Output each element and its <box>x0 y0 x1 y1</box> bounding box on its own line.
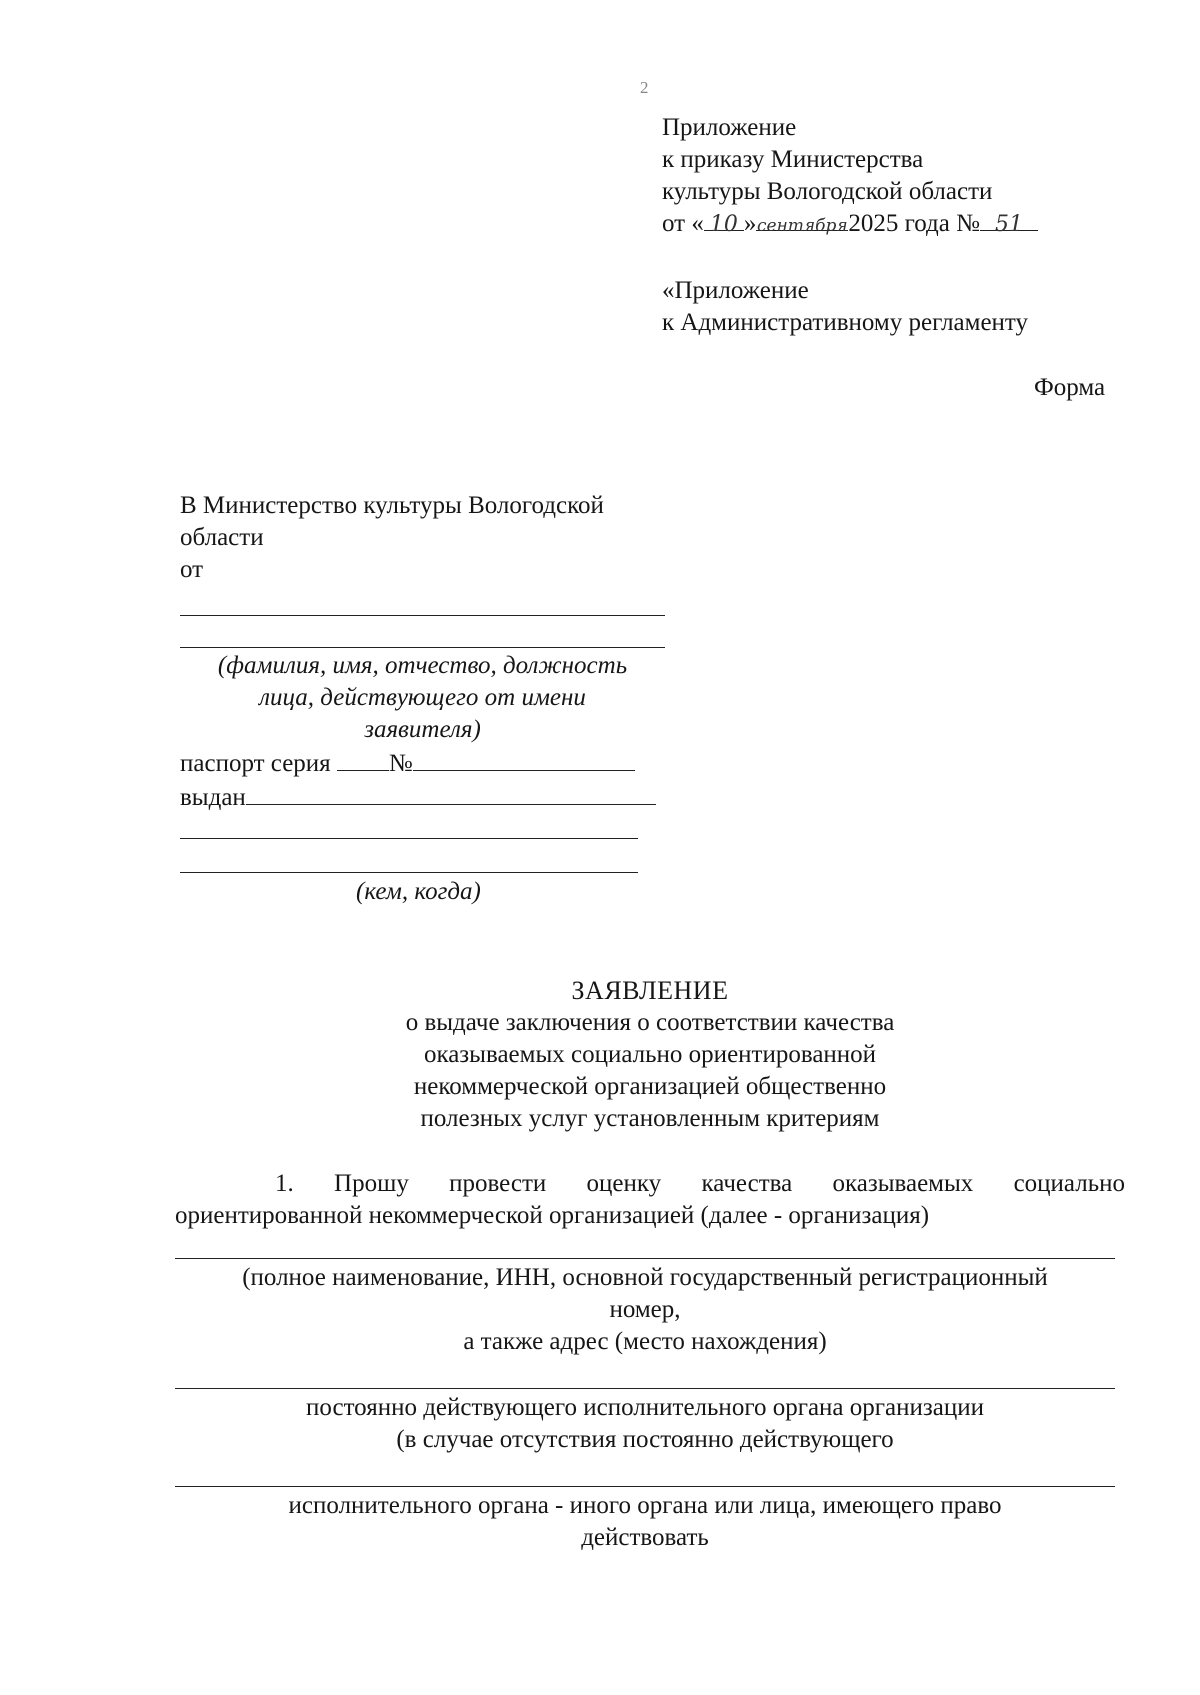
date-month-sep: » <box>743 210 757 237</box>
order-number: 51 <box>994 212 1023 237</box>
recipient-from: от <box>180 556 204 583</box>
org-name-line <box>175 1258 1115 1259</box>
date-day-field <box>704 208 744 237</box>
appendix-line-3: культуры Вологодской области <box>662 178 993 205</box>
reglament-line-1: «Приложение <box>662 277 809 304</box>
paragraph-1-line-1: 1. Прошу провести оценку качества оказываемых социально <box>275 1170 1125 1197</box>
recipient-line-1: В Министерство культуры Вологодской <box>180 492 604 519</box>
org-body-caption <box>175 1490 1115 1554</box>
issued-field <box>246 782 656 805</box>
recipient-line-2: области <box>180 524 264 551</box>
reglament-block <box>662 275 1102 339</box>
statement-sub-3: некоммерческой организацией общественно <box>413 1073 887 1100</box>
issued-line-2 <box>180 838 638 839</box>
page-number: 2 <box>640 78 649 97</box>
applicant-caption <box>180 650 665 746</box>
org-address-caption <box>175 1392 1115 1456</box>
order-number-field <box>980 208 1038 237</box>
date-day: 10 <box>709 212 738 237</box>
org-address-line <box>175 1388 1115 1389</box>
paragraph-1-line-2: ориентированной некоммерческой организацией (далее - организация) <box>175 1202 930 1229</box>
issued-line-3 <box>180 872 638 873</box>
passport-number-field <box>413 748 635 771</box>
statement-sub-1: о выдаче заключения о соответствии качества <box>405 1009 895 1036</box>
statement-title: ЗАЯВЛЕНИЕ <box>571 976 729 1005</box>
appendix-block <box>662 112 1102 240</box>
org-body-caption-line-2: действовать <box>581 1524 709 1551</box>
date-month-field <box>756 208 848 236</box>
applicant-caption-line-3: заявителя) <box>364 716 481 743</box>
date-month: сентября <box>757 216 848 236</box>
appendix-date-line <box>662 208 1102 240</box>
applicant-name-line-2 <box>180 647 665 648</box>
appendix-line-2: к приказу Министерства <box>662 146 924 173</box>
statement-heading <box>250 975 1050 1135</box>
org-name-caption-line-3: а также адрес (место нахождения) <box>463 1328 827 1355</box>
org-body-caption-line-1: исполнительного органа - иного органа или лица, имеющего право <box>288 1492 1002 1519</box>
date-year: 2025 года № <box>848 210 980 237</box>
form-label: Форма <box>1034 374 1106 401</box>
statement-sub-4: полезных услуг установленным критериям <box>420 1105 880 1132</box>
applicant-caption-line-2: лица, действующего от имени <box>259 684 586 711</box>
org-name-caption-line-2: номер, <box>609 1296 681 1323</box>
passport-line <box>180 748 635 780</box>
issued-caption: (кем, когда) <box>356 878 481 905</box>
date-prefix: от « <box>662 210 704 237</box>
passport-series-label: паспорт серия <box>180 750 331 777</box>
issued-line <box>180 782 656 814</box>
org-address-caption-line-1: постоянно действующего исполнительного органа организации <box>305 1394 984 1421</box>
passport-number-sign: № <box>388 750 413 777</box>
applicant-name-line-1 <box>180 615 665 616</box>
applicant-caption-line-1: (фамилия, имя, отчество, должность <box>217 652 628 679</box>
reglament-line-2: к Административному регламенту <box>662 309 1029 336</box>
org-body-line <box>175 1486 1115 1487</box>
org-name-caption-line-1: (полное наименование, ИНН, основной государственный регистрационный <box>242 1264 1048 1291</box>
org-address-caption-line-2: (в случае отсутствия постоянно действующего <box>396 1426 894 1453</box>
statement-sub-2: оказываемых социально ориентированной <box>423 1041 877 1068</box>
issued-label: выдан <box>180 784 246 811</box>
org-name-caption <box>175 1262 1115 1358</box>
appendix-line-1: Приложение <box>662 114 797 141</box>
passport-series-field <box>337 748 389 771</box>
